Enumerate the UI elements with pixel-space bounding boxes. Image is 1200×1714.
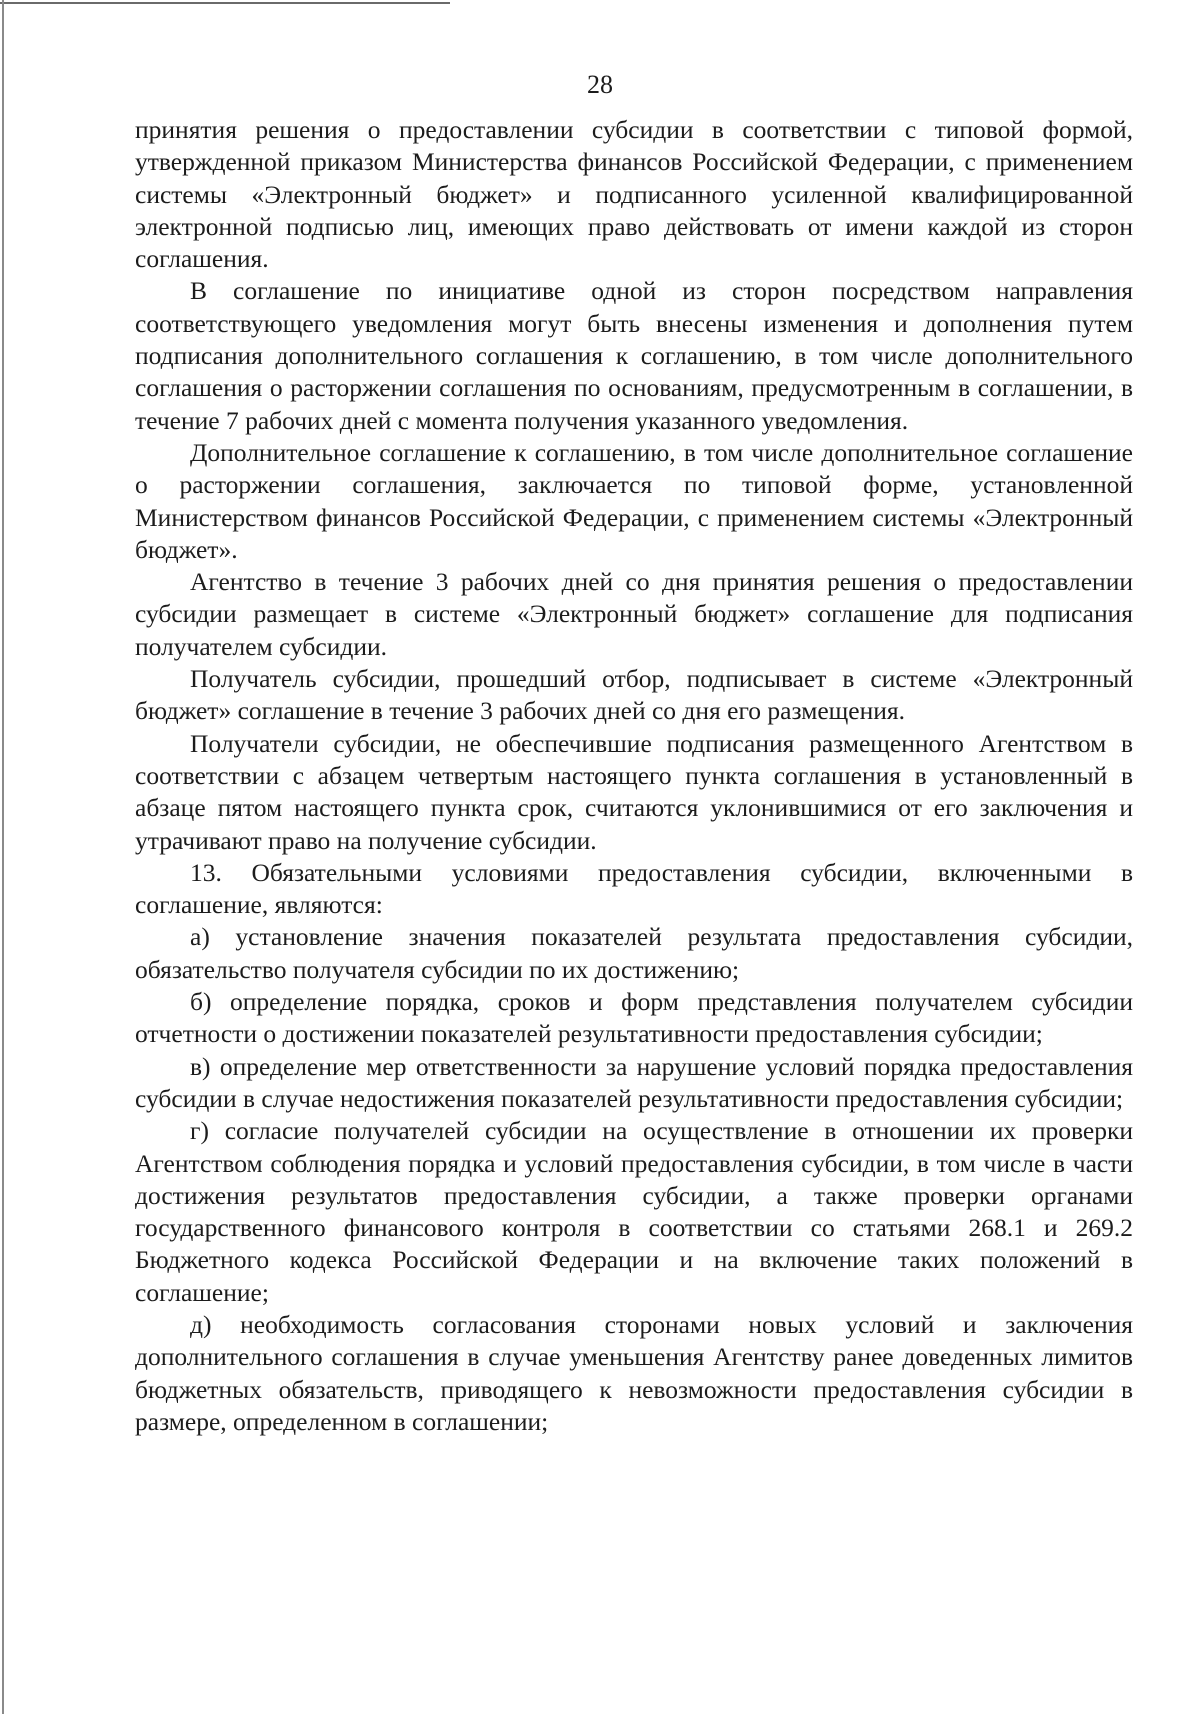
paragraph-continuation: принятия решения о предоставлении субсидии в соответствии с типовой формой, утвержденной приказом Министерства финансов Российской Федерации, с применением системы «Электронный бюджет» и подписанного усиленной квалифицированной электронной подписью лиц, имеющих право действовать от имени каждой из сторон соглашения.: [135, 115, 1133, 274]
paragraph-amendments: В соглашение по инициативе одной из сторон посредством направления соответствующего уведомления могут быть внесены изменения и дополнения путем подписания дополнительного соглашения к соглашению, в том числе дополнительного соглашения о расторжении соглашения по основаниям, предусмотренным в соглашении, в течение 7 рабочих дней с момента получения указанного уведомления.: [135, 276, 1133, 435]
paragraph-item-13: 13. Обязательными условиями предоставления субсидии, включенными в соглашение, являются:: [135, 857, 1133, 920]
document-body: [135, 114, 1133, 1438]
paragraph-recipient-signing: Получатель субсидии, прошедший отбор, подписывает в системе «Электронный бюджет» соглашение в течение 3 рабочих дней со дня его размещения.: [135, 664, 1133, 726]
paragraph-agency-placement: Агентство в течение 3 рабочих дней со дня принятия решения о предоставлении субсидии размещает в системе «Электронный бюджет» соглашение для подписания получателем субсидии.: [135, 567, 1133, 661]
paragraph-item-d: д) необходимость согласования сторонами новых условий и заключения дополнительного соглашения в случае уменьшения Агентству ранее доведенных лимитов бюджетных обязательств, приводящего к невозможности предоставления субсидии в размере, определенном в соглашении;: [135, 1309, 1133, 1436]
paragraph-item-g: г) согласие получателей субсидии на осуществление в отношении их проверки Агентством соблюдения порядка и условий предоставления субсидии, в том числе в части достижения результатов предоставления субсидии, а также проверки органами государственного финансового контроля в соответствии со статьями 268.1 и 269.2 Бюджетного кодекса Российской Федерации и на включение таких положений в соглашение;: [135, 1116, 1133, 1307]
paragraph-item-v: в) определение мер ответственности за нарушение условий порядка предоставления субсидии в случае недостижения показателей результативности предоставления субсидии;: [135, 1051, 1133, 1113]
scan-edge-left: [2, 0, 4, 1714]
paragraph-additional-agreement: Дополнительное соглашение к соглашению, в том числе дополнительное соглашение о расторжении соглашения, заключается по типовой форме, установленной Министерством финансов Российской Федерации, с применением системы «Электронный бюджет».: [135, 437, 1133, 564]
paragraph-recipient-evasion: Получатели субсидии, не обеспечившие подписания размещенного Агентством в соответствии с абзацем четвертым настоящего пункта соглашения в установленный в абзаце пятом настоящего пункта срок, считаются уклонившимися от его заключения и утрачивают право на получение субсидии.: [135, 728, 1133, 855]
page-number: 28: [587, 70, 613, 99]
paragraph-item-b: б) определение порядка, сроков и форм представления получателем субсидии отчетности о достижении показателей результативности предоставления субсидии;: [135, 987, 1133, 1049]
paragraph-item-a: а) установление значения показателей результата предоставления субсидии, обязательство получателя субсидии по их достижению;: [135, 922, 1133, 984]
scan-edge-top: [0, 2, 450, 4]
